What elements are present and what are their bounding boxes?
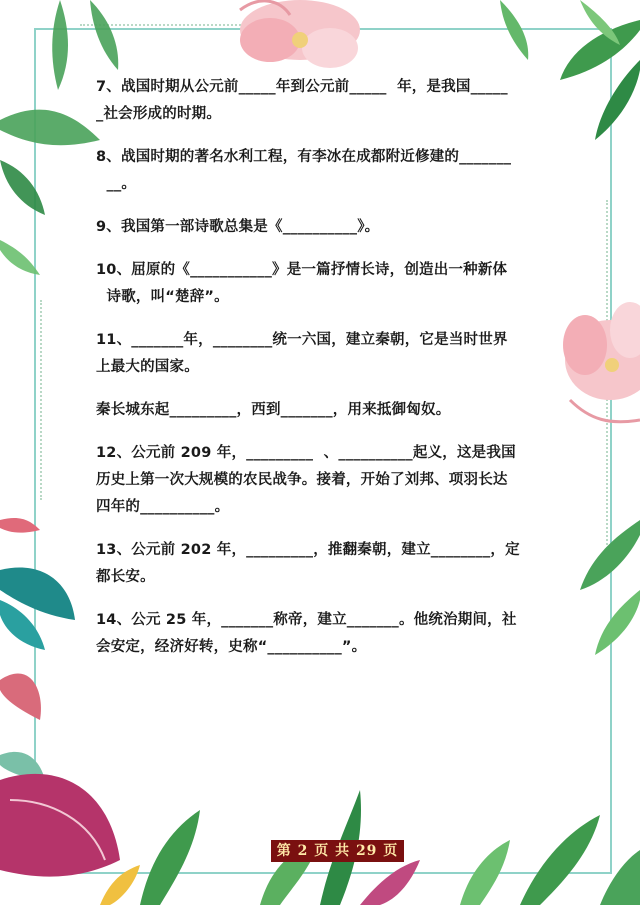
question-q11: [96, 327, 556, 381]
question-q12: [96, 440, 556, 521]
question-line: 10、屈原的《___________》是一篇抒情长诗，创造出一种新体: [96, 262, 508, 278]
question-line: 上最大的国家。: [96, 359, 199, 375]
question-q7: [96, 74, 556, 128]
question-line: 诗歌，叫“楚辞”。: [96, 289, 229, 305]
question-line: 9、我国第一部诗歌总集是《__________》。: [96, 219, 380, 235]
question-q13: [96, 537, 556, 591]
question-q10: [96, 257, 556, 311]
question-line: __。: [96, 176, 137, 192]
question-q14: [96, 607, 556, 661]
question-line: 11、_______年，________统一六国，建立秦朝，它是当时世界: [96, 332, 508, 348]
flower-top: [240, 0, 360, 68]
question-line: 14、公元 25 年，_______称帝，建立_______。他统治期间，社: [96, 612, 517, 628]
question-list: [96, 74, 556, 677]
question-q9: [96, 214, 556, 241]
question-line: 历史上第一次大规模的农民战争。接着，开始了刘邦、项羽长达: [96, 472, 508, 488]
question-line: 8、战国时期的著名水利工程，有李冰在成都附近修建的_______: [96, 149, 512, 165]
flower-right: [563, 302, 640, 422]
question-line: 秦长城东起_________，西到_______，用来抵御匈奴。: [96, 402, 451, 418]
question-line: _社会形成的时期。: [96, 106, 222, 122]
question-line: 13、公元前 202 年，_________，推翻秦朝，建立________，定: [96, 542, 520, 558]
question-line: 都长安。: [96, 569, 155, 585]
question-line: 7、战国时期从公元前_____年到公元前_____ 年，是我国_____: [96, 79, 508, 95]
leaf-cluster-right: [580, 520, 640, 655]
question-line: 四年的__________。: [96, 499, 230, 515]
question-line: 12、公元前 209 年，_________ 、__________起义，这是我国: [96, 445, 516, 461]
question-q8: [96, 144, 556, 198]
question-q11b: [96, 397, 556, 424]
question-line: 会安定，经济好转，史称“__________”。: [96, 639, 367, 655]
page-number-label: 第 2 页 共 29 页: [271, 840, 404, 862]
